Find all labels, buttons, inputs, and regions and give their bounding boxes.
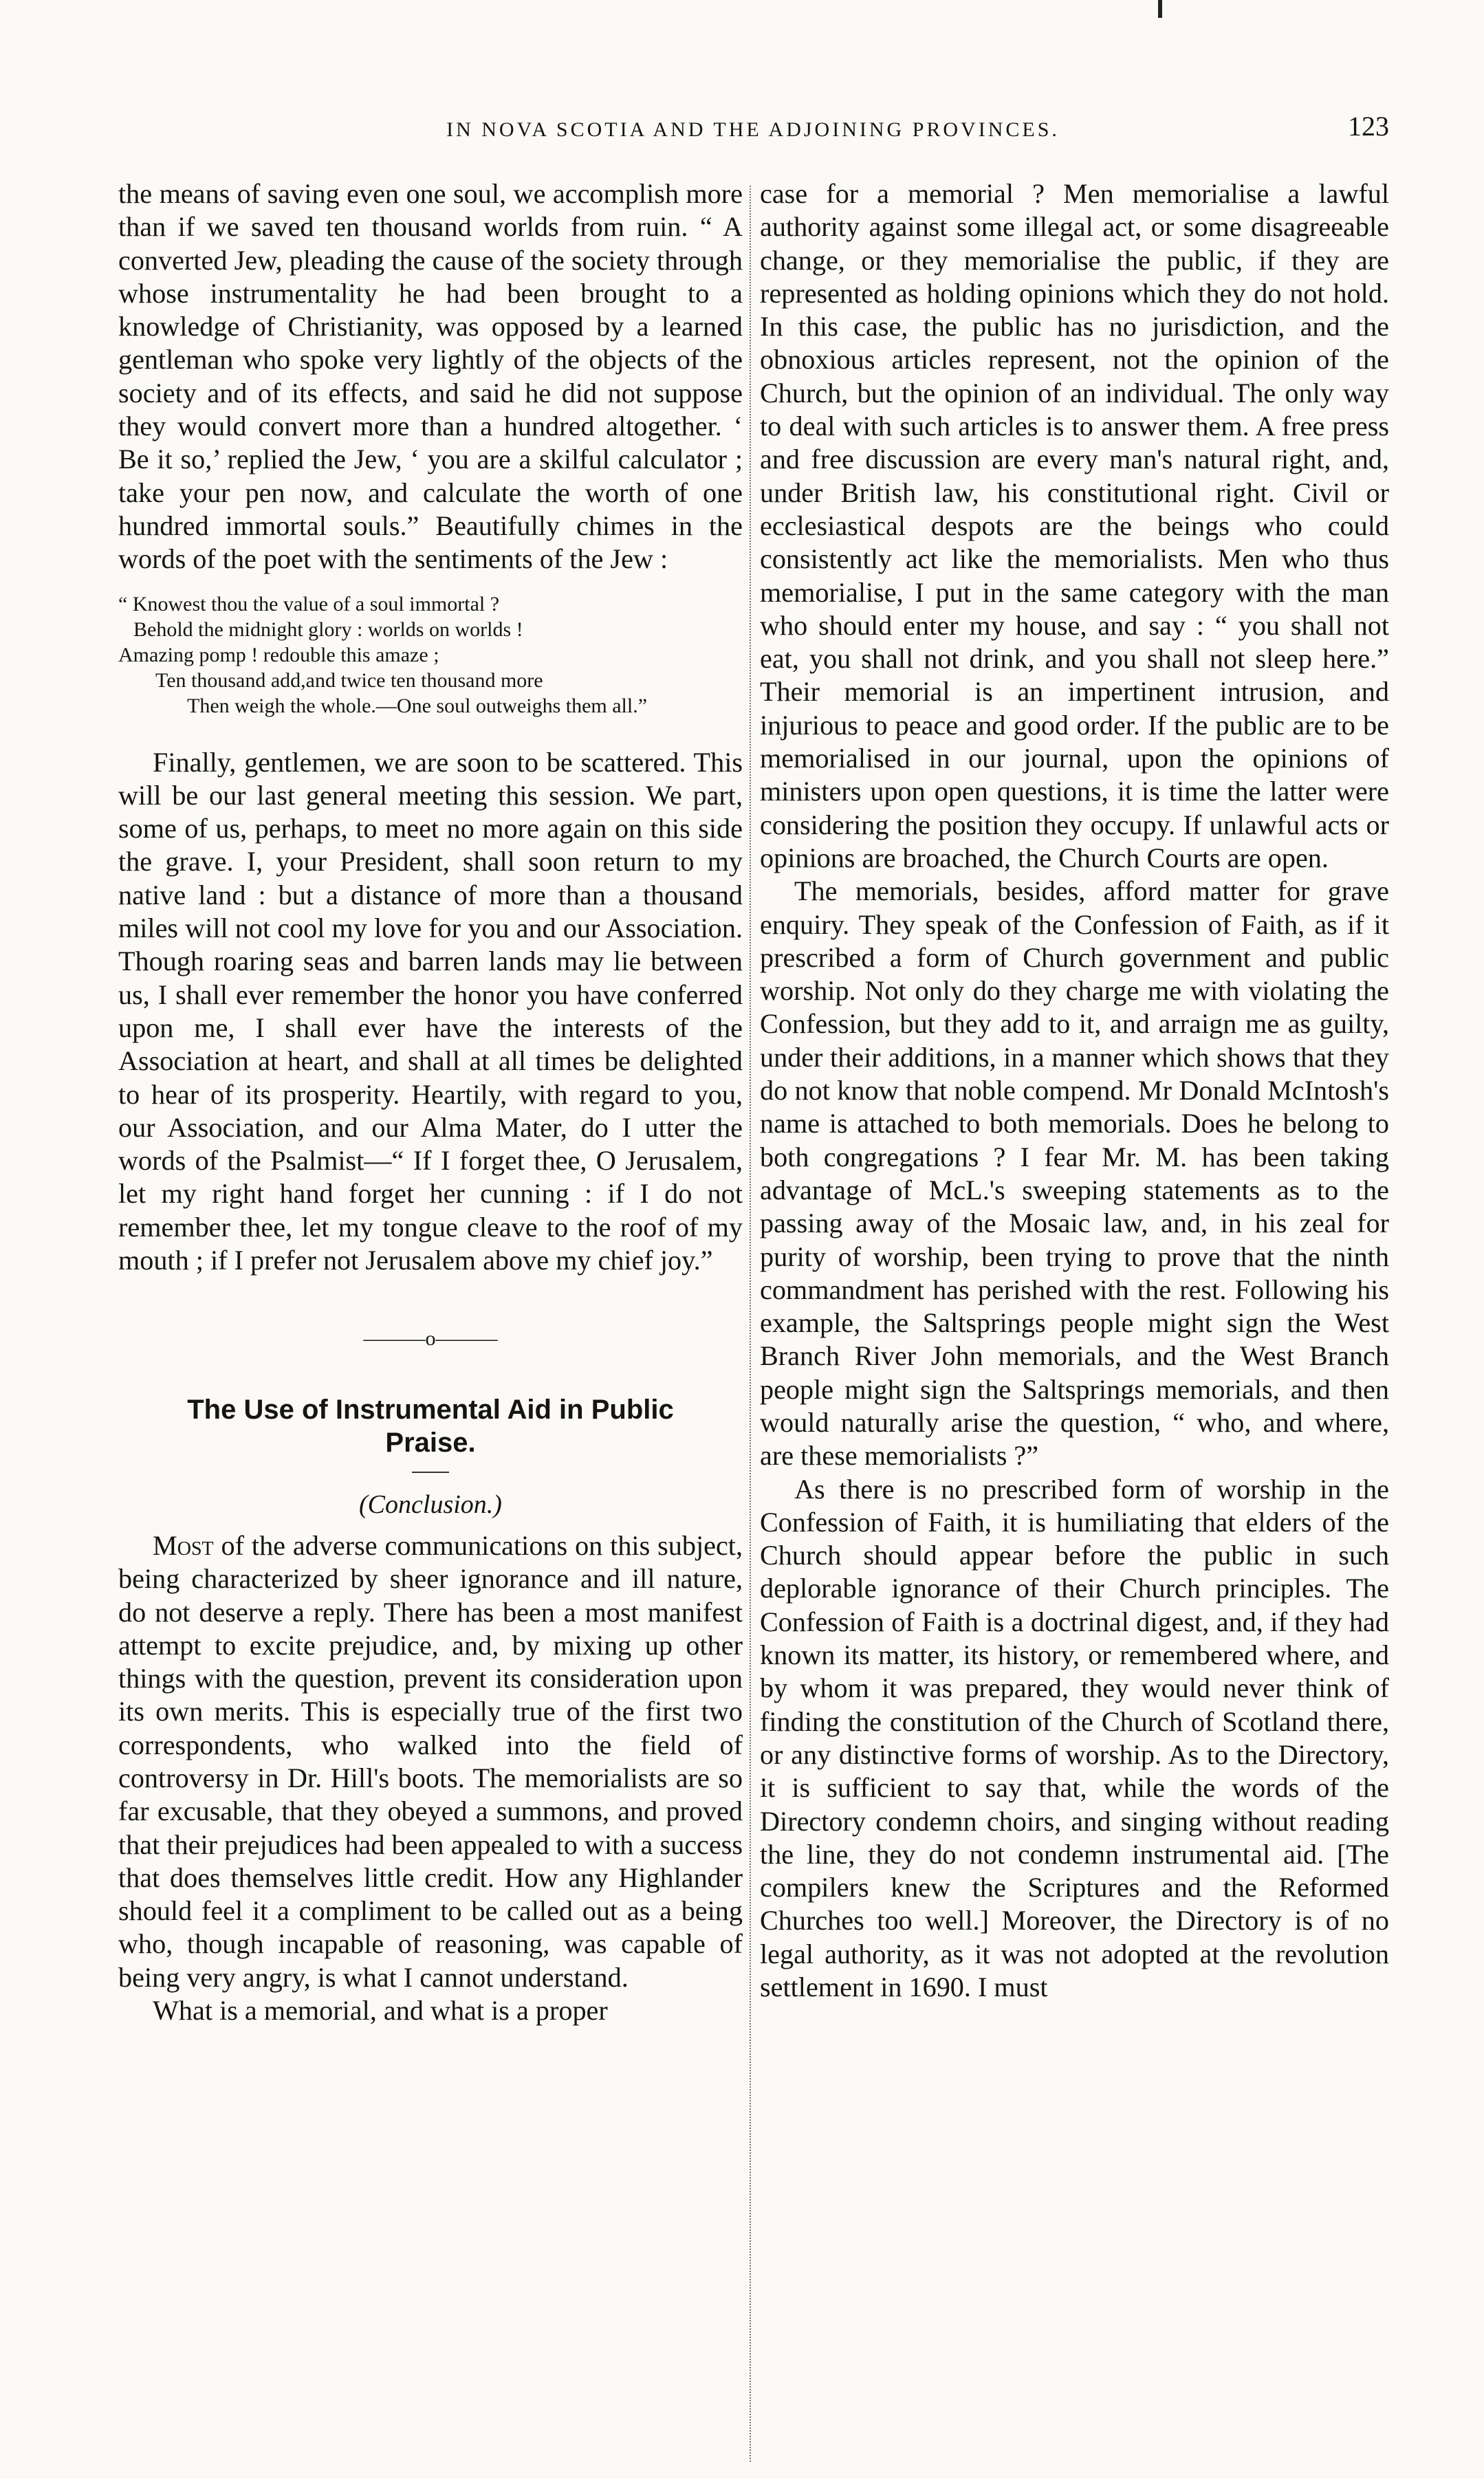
article-subtitle: (Conclusion.) [359,1489,502,1519]
paragraph-lead-word: Most [153,1529,214,1561]
title-rule [412,1472,449,1473]
left-paragraph-3 [118,1529,743,1994]
page-number: 123 [1348,111,1389,142]
left-paragraph-4: What is a memorial, and what is a proper [153,1995,608,2027]
poem-line: Amazing pomp ! redouble this amaze ; [118,643,439,666]
left-column [118,177,743,2467]
poem-line: “ Knowest thou the value of a soul immortal ? [118,592,500,615]
poem-line: Ten thousand add,and twice ten thousand more [155,668,543,692]
section-divider: ———o——— [363,1327,498,1351]
page-header [117,110,1389,151]
column-separator [750,186,751,2462]
left-paragraph-1: the means of saving even one soul, we accomplish more than if we saved ten thousand worlds from ruin. “ A converted Jew, pleading the cause of the society through whose instrumentality he had been brought to a knowledge of Christianity, was opposed by a learned gentleman who spoke very lightly of the objects of the society and of its effects, and said he did not suppose they would convert more than a hundred altogether. ‘ Be it so,’ replied the Jew, ‘ you are a skilful calculator ; take your pen now, and calculate the worth of one hundred immortal souls.” Beautifully chimes in the words of the poet with the sentiments of the Jew : [118,178,743,575]
right-column [760,177,1389,2467]
left-paragraph-2: Finally, gentlemen, we are soon to be scattered. This will be our last general meeting this session. We part, some of us, perhaps, to meet no more again on this side the grave. I, your President, shall soon return to my native land : but a distance of more than a thousand miles will not cool my love for you and our Association. Though roaring seas and barren lands may lie between us, I shall ever remember the honor you have conferred upon me, I shall ever have the interests of the Association at heart, and shall at all times be delighted to hear of its prosperity. Heartily, with regard to you, our Association, and our Alma Mater, do I utter the words of the Psalmist—“ If I forget thee, O Jerusalem, let my right hand forget her cunning : if I do not remember thee, let my tongue cleave to the roof of my mouth ; if I prefer not Jerusalem above my chief joy.” [118,746,743,1276]
ink-mark [1158,0,1162,18]
running-head: IN NOVA SCOTIA AND THE ADJOINING PROVINCES. [446,118,1060,141]
right-paragraph-1: case for a memorial ? Men memorialise a lawful authority against some illegal act, or some disagreeable change, or they memorialise the public, if they are represented as holding opinions which they do not hold. In this case, the public has no jurisdiction, and the obnoxious articles represent, not the opinion of the Church, but the opinion of an individual. The only way to deal with such articles is to answer them. A free press and free discussion are every man's natural right, and, under British law, his constitutional right. Civil or ecclesiastical despots are the beings who could consistently act like the memorialists. Men who thus memorialise, I put in the same category with the man who should enter my house, and say : “ you shall not eat, you shall not drink, and you shall not sleep here.” Their memorial is an impertinent intrusion, and injurious to peace and good order. If the public are to be memorialised in our journal, upon the opinions of ministers upon open questions, it is time the latter were considering the position they occupy. If unlawful acts or opinions are broached, the Church Courts are open. [760,178,1389,873]
right-paragraph-3: As there is no prescribed form of worship in the Confession of Faith, it is humiliating that elders of the Church should appear before the public in such deplorable ignorance of their Church principles. The Confession of Faith is a doctrinal digest, and, if they had known its matter, its history, or remembered where, and by whom it was prepared, they would never think of finding the constitution of the Church of Scotland there, or any distinctive forms of worship. As to the Directory, it is sufficient to say that, while the words of the Directory condemn choirs, and singing without reading the line, they do not condemn instrumental aid. [The compilers knew the Scriptures and the Reformed Churches too well.] Moreover, the Directory is of no legal authority, as it was not adopted at the revolution settlement in 1690. I must [760,1473,1389,2003]
paragraph-text: of the adverse communications on this subject, being characterized by sheer ignorance and ill nature, do not deserve a reply. There has been a most manifest attempt to excite prejudice, and, by mixing up other things with the question, prevent its consideration upon its own merits. This is especially true of the first two correspondents, who walked into the field of controversy in Dr. Hill's boots. The memorialists are so far excusable, that they obeyed a summons, and proved that their prejudices had been appealed to with a success that does themselves little credit. How any Highlander should feel it a compliment to be called out as a being who, though incapable of reasoning, was capable of being very angry, is what I cannot understand. [118,1529,743,1993]
poem-quotation [118,591,743,719]
right-paragraph-2: The memorials, besides, afford matter for grave enquiry. They speak of the Confession of Faith, as if it prescribed a form of Church government and public worship. Not only do they charge me with violating the Confession, but they add to it, and arraign me as guilty, under their additions, in a manner which shows that they do not know that noble compend. Mr Donald McIntosh's name is attached to both memorials. Does he belong to both congregations ? I fear Mr. M. has been taking advantage of McL.'s sweeping statements as to the passing away of the Mosaic law, and, in his zeal for purity of worship, been trying to prove that the ninth commandment has perished with the rest. Following his example, the Saltsprings people might sign the West Branch River John memorials, and the West Branch people might sign the Saltsprings memorials, and then would naturally arise the question, “ who, and where, are these memorialists ?” [760,875,1389,1472]
article-title: The Use of Instrumental Aid in Public Praise. [187,1394,674,1458]
poem-line: Behold the midnight glory : worlds on worlds ! [133,618,523,641]
poem-line: Then weigh the whole.—One soul outweighs them all.” [187,694,648,717]
